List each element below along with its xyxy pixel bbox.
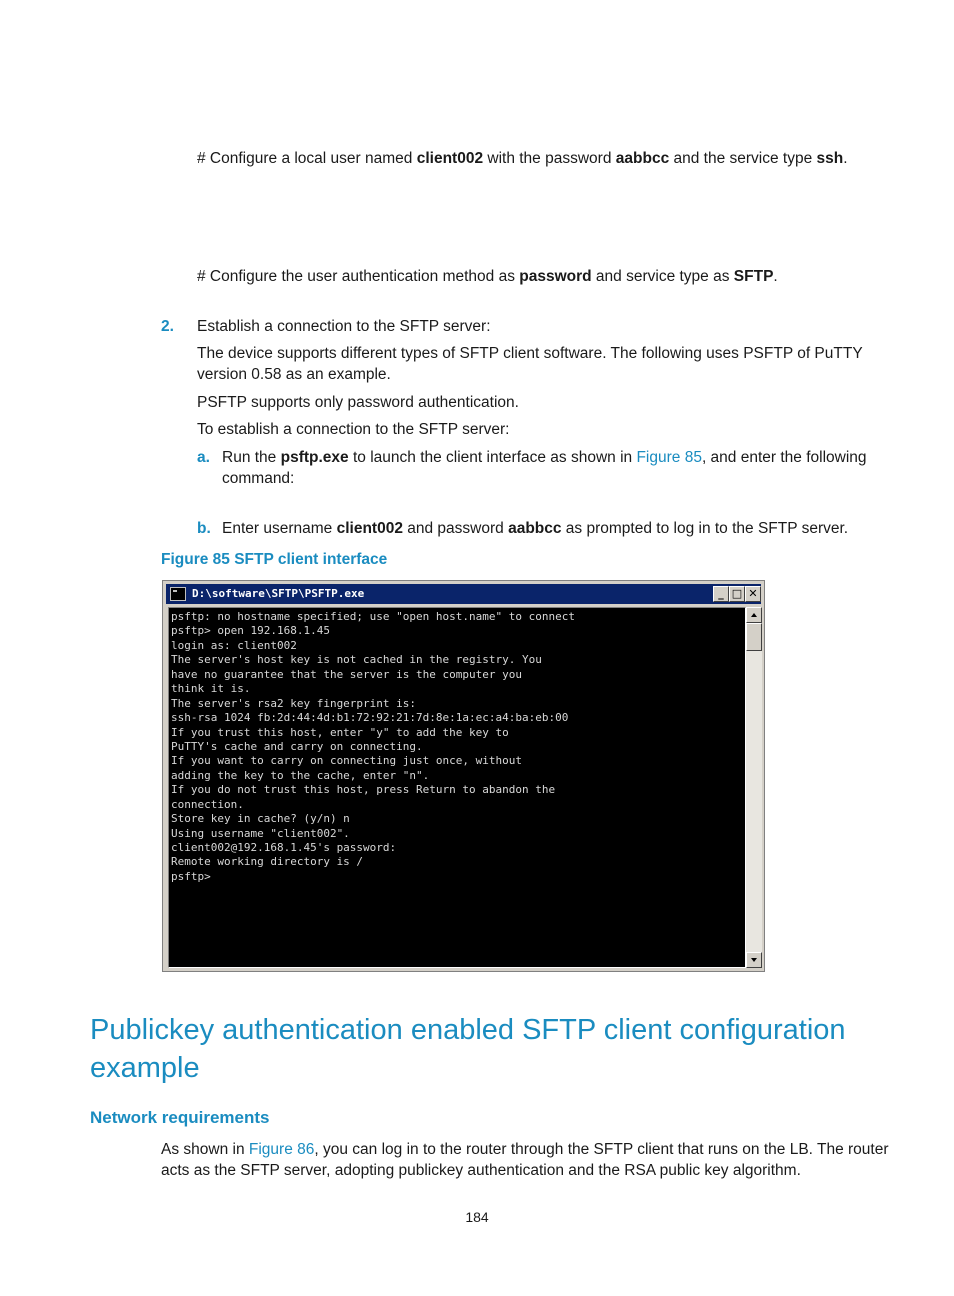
console-output[interactable]	[168, 607, 746, 968]
paragraph-establish: To establish a connection to the SFTP server:	[197, 421, 510, 438]
console-line: The server's host key is not cached in the registry. You	[171, 653, 542, 667]
close-icon[interactable]: ✕	[745, 586, 761, 602]
page-number: 184	[465, 1209, 489, 1225]
console-line: psftp>	[171, 869, 211, 883]
console-line: If you want to carry on connecting just once, without	[171, 754, 522, 768]
console-line: If you do not trust this host, press Return to abandon the	[171, 783, 556, 797]
window-title: D:\software\SFTP\PSFTP.exe	[192, 587, 365, 600]
paragraph-client-software-2: version 0.58 as an example.	[197, 366, 391, 383]
substep-a-text-line2: command:	[222, 470, 295, 487]
console-line: The server's rsa2 key fingerprint is:	[171, 696, 417, 710]
configure-user-text: # Configure a local user named client002 with the password aabbcc and the service type ssh.	[197, 150, 848, 167]
subheading-network-requirements: Network requirements	[90, 1108, 270, 1127]
scroll-thumb[interactable]	[746, 623, 762, 651]
console-line: Using username "client002".	[171, 826, 350, 840]
step-number: 2.	[161, 318, 174, 335]
section-heading: Publickey authentication enabled SFTP client configuration example	[90, 1014, 846, 1084]
paragraph-client-software-1: The device supports different types of SFTP client software. The following uses PSFTP of PuTTY	[197, 345, 863, 362]
substep-b-label: b.	[197, 520, 211, 537]
console-line: PuTTY's cache and carry on connecting.	[171, 739, 423, 753]
console-line: adding the key to the cache, enter "n".	[171, 768, 430, 782]
configure-auth-text: # Configure the user authentication method as password and service type as SFTP.	[197, 268, 778, 285]
console-line: have no guarantee that the server is the computer you	[171, 667, 522, 681]
console-line: ssh-rsa 1024 fb:2d:44:4d:b1:72:92:21:7d:8e:1a:ec:a4:ba:eb:00	[171, 711, 569, 725]
console-line: Store key in cache? (y/n) n	[171, 812, 350, 826]
maximize-icon[interactable]: □	[729, 586, 745, 602]
console-line: Remote working directory is /	[171, 855, 364, 869]
console-line: psftp: no hostname specified; use "open host.name" to connect	[171, 610, 575, 623]
network-requirements-text: As shown in Figure 86, you can log in to the router through the SFTP client that runs on the LB. The router	[161, 1141, 889, 1158]
substep-a-text: Run the psftp.exe to launch the client interface as shown in Figure 85, and enter the following	[222, 449, 867, 466]
figure-85-link[interactable]: Figure 85	[636, 449, 702, 466]
psftp-window	[162, 580, 765, 972]
substep-b-text: Enter username client002 and password aabbcc as prompted to log in to the SFTP server.	[222, 520, 849, 537]
scroll-up-button[interactable]	[746, 607, 762, 623]
console-line: client002@192.168.1.45's password:	[171, 841, 397, 854]
figure-caption: Figure 85 SFTP client interface	[161, 551, 388, 568]
arrow-up-icon	[751, 613, 757, 617]
substep-a-label: a.	[197, 449, 210, 466]
figure-86-link[interactable]: Figure 86	[248, 1141, 315, 1158]
scroll-down-button[interactable]	[746, 952, 762, 968]
console-line: login as: client002	[171, 638, 297, 652]
console-line: If you trust this host, enter "y" to add the key to	[171, 725, 509, 739]
console-scrollbar[interactable]	[746, 607, 762, 968]
window-titlebar	[166, 584, 761, 604]
minimize-icon[interactable]: _	[713, 586, 729, 602]
console-lines	[171, 610, 575, 884]
console-line: think it is.	[171, 682, 251, 696]
console-app-icon	[170, 587, 186, 601]
step-title: Establish a connection to the SFTP server:	[197, 318, 491, 335]
arrow-down-icon	[751, 958, 757, 962]
paragraph-password-auth: PSFTP supports only password authentication.	[197, 394, 519, 411]
network-requirements-text-line2: acts as the SFTP server, adopting publickey authentication and the RSA public key algorithm.	[161, 1162, 801, 1179]
console-line: psftp> open 192.168.1.45	[171, 624, 330, 638]
console-line: connection.	[171, 797, 244, 811]
